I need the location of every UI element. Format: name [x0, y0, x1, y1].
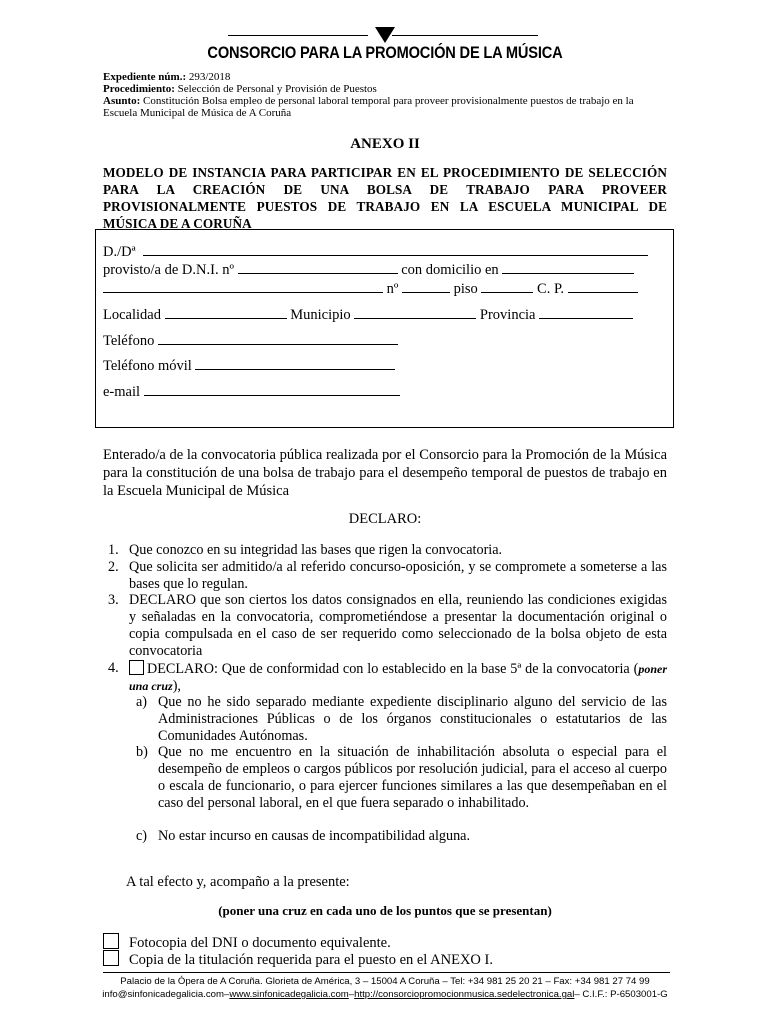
domicilio-field[interactable]	[502, 261, 634, 274]
footer-web-link[interactable]: www.sinfonicadegalicia.com	[229, 989, 349, 1000]
email-field[interactable]	[144, 383, 400, 396]
row-email	[103, 383, 400, 401]
footer-sede-link[interactable]: http://consorciopromocionmusica.sedelectronica.gal	[354, 989, 575, 1000]
name-field[interactable]	[143, 243, 648, 256]
footer-address: Palacio de la Ópera de A Coruña. Glorieta de América, 3 – 15004 A Coruña – Tel: +34 981 25 20 21 – Fax: +34 981 27 74 99	[120, 976, 650, 987]
sub-list-item: Que no he sido separado mediante expediente disciplinario alguno del servicio de las Administraciones Públicas o de los órganos constitucionales o estatutarios de las Comunidades Autónomas.	[158, 694, 667, 744]
intro-paragraph: Enterado/a de la convocatoria pública realizada por el Consorcio para la Promoción de la Música para la constitución de una bolsa de trabajo para el desempeño temporal de puestos de trabajo en la Escuela Municipal de Música	[103, 447, 667, 499]
label-piso: piso	[453, 281, 478, 297]
label-domicilio: con domicilio en	[401, 262, 499, 278]
list-item: Que conozco en su integridad las bases que rigen la convocatoria.	[129, 542, 503, 558]
item-number: 1.	[108, 542, 119, 558]
footer-contacts	[0, 988, 770, 1001]
subitem-letter: a)	[136, 694, 148, 710]
street-field[interactable]	[103, 280, 383, 293]
document-heading: MODELO DE INSTANCIA PARA PARTICIPAR EN EL PROCEDIMIENTO DE SELECCIÓN PARA LA CREACIÓN DE UNA BOLSA DE TRABAJO PARA PROVEER PROVISIONALMENTE PUESTOS DE TRABAJO EN LA ESCUELA MUNICIPAL DE MÚSICA DE A CORUÑA	[103, 165, 667, 231]
declaro-heading: DECLARO:	[348, 511, 422, 527]
localidad-field[interactable]	[165, 306, 287, 319]
logo-line-right	[392, 35, 538, 36]
asunto-cont	[103, 107, 683, 120]
item-number: 2.	[108, 559, 119, 575]
logo-line-left	[228, 35, 368, 36]
row-movil	[103, 357, 395, 375]
document-title: ANEXO II	[350, 136, 420, 152]
row-dni	[103, 261, 634, 279]
list-item-declaro	[129, 660, 667, 695]
row-localidad	[103, 306, 633, 324]
label-municipio: Municipio	[290, 307, 351, 323]
footer-cif: – C.I.F.: P-6503001-G	[574, 989, 668, 1000]
titulacion-checkbox[interactable]	[103, 950, 119, 966]
movil-field[interactable]	[195, 357, 395, 370]
footer-sep: –	[348, 989, 355, 1000]
label-telefono: Teléfono	[103, 333, 155, 349]
note-text: (poner una cruz en cada uno de los puntos que se presentan)	[218, 903, 552, 918]
sub-list-item: No estar incurso en causas de incompatibilidad alguna.	[158, 828, 471, 844]
telefono-field[interactable]	[158, 332, 398, 345]
label-provincia: Provincia	[479, 307, 536, 323]
declaro-checkbox[interactable]	[129, 660, 144, 675]
cp-field[interactable]	[568, 280, 638, 293]
list-item: Que solicita ser admitido/a al referido concurso-oposición, y se compromete a someterse a las bases que lo regulan.	[129, 559, 667, 592]
footer-sep: –	[224, 989, 230, 1000]
label-no: nº	[386, 281, 399, 297]
footer-email[interactable]: info@sinfonicadegalicia.com	[102, 989, 224, 1000]
row-telefono	[103, 332, 398, 350]
asunto-value-2: Escuela Municipal de Música de A Coruña	[103, 107, 292, 119]
label-email: e-mail	[103, 384, 141, 400]
row-address	[103, 280, 638, 298]
asunto-value-1: Constitución Bolsa empleo de personal laboral temporal para proveer provisionalmente puestos de trabajo en la	[143, 95, 634, 107]
procedimiento-value: Selección de Personal y Provisión de Puestos	[177, 83, 377, 95]
efecto-text: A tal efecto y, acompaño a la presente:	[126, 874, 350, 890]
check-label: Copia de la titulación requerida para el puesto en el ANEXO I.	[129, 952, 493, 968]
item-4-italic: poner una cruz	[129, 662, 667, 693]
label-d: D./Dª	[103, 244, 136, 260]
label-provisto: provisto/a de D.N.I. nº	[103, 262, 234, 278]
expediente-value: 293/2018	[188, 71, 231, 83]
expediente-label: Expediente núm.:	[103, 71, 187, 83]
procedimiento-label: Procedimiento:	[103, 83, 175, 95]
dni-checkbox[interactable]	[103, 933, 119, 949]
item-number: 3.	[108, 592, 119, 608]
provincia-field[interactable]	[539, 306, 633, 319]
footer-divider	[103, 972, 670, 973]
row-name	[103, 243, 648, 261]
check-label: Fotocopia del DNI o documento equivalente.	[129, 935, 391, 951]
subitem-letter: c)	[136, 828, 148, 844]
check-item-titulacion	[103, 950, 493, 969]
number-field[interactable]	[402, 280, 450, 293]
dni-field[interactable]	[238, 261, 398, 274]
piso-field[interactable]	[481, 280, 533, 293]
label-cp: C. P.	[537, 281, 565, 297]
item-4-after: ),	[172, 678, 181, 694]
asunto-label: Asunto:	[103, 95, 141, 107]
item-number: 4.	[108, 660, 119, 676]
list-item: DECLARO que son ciertos los datos consignados en ella, reuniendo las condiciones exigidas y señaladas en la convocatoria, comprometiéndose a presentar la documentación original o copia compulsada en el caso de ser requerido como seleccionado de la bolsa objeto de esta convocatoria	[129, 592, 667, 659]
subitem-letter: b)	[136, 744, 148, 760]
label-localidad: Localidad	[103, 307, 161, 323]
municipio-field[interactable]	[354, 306, 476, 319]
label-movil: Teléfono móvil	[103, 358, 192, 374]
org-name: CONSORCIO PARA LA PROMOCIÓN DE LA MÚSICA	[207, 43, 563, 62]
sub-list-item: Que no me encuentro en la situación de inhabilitación absoluta o especial para el desempeño de empleos o cargos públicos por resolución judicial, para el acceso al cuerpo o escala de funcionario, o para ejercer funciones similares a las que desempeñaban en el caso del personal laboral, en el que fuera separado o inhabilitado.	[158, 744, 667, 811]
item-4-text: DECLARO: Que de conformidad con lo establecido en la base 5ª de la convocatoria (	[147, 661, 639, 677]
